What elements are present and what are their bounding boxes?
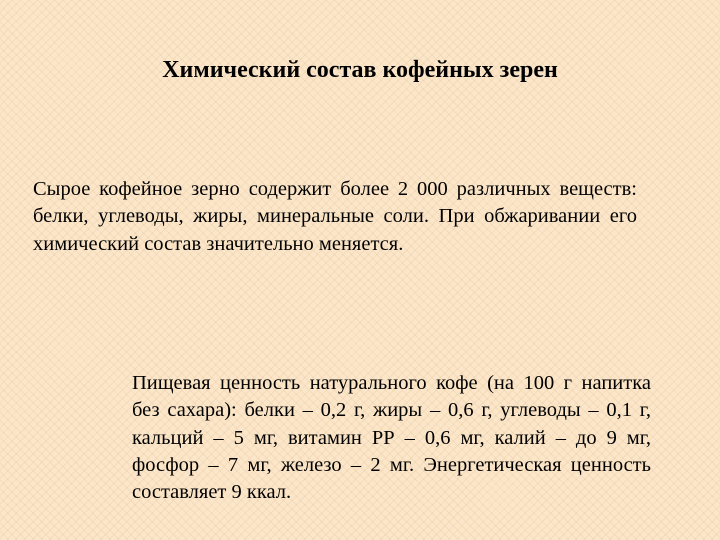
slide-title: Химический состав кофейных зерен [162, 57, 558, 83]
intro-paragraph: Сырое кофейное зерно содержит более 2 000 различных веществ: белки, углеводы, жиры, минеральные соли. При обжаривании его химический состав значительно меняется. [33, 178, 637, 255]
nutrition-paragraph: Пищевая ценность натурального кофе (на 100 г напитка без сахара): белки – 0,2 г, жиры – 0,6 г, углеводы – 0,1 г, кальций – 5 мг, витамин РР – 0,6 мг, калий – до 9 мг, фосфор – 7 мг, железо – 2 мг. Энергетическая ценность составляет 9 ккал. [132, 372, 651, 504]
